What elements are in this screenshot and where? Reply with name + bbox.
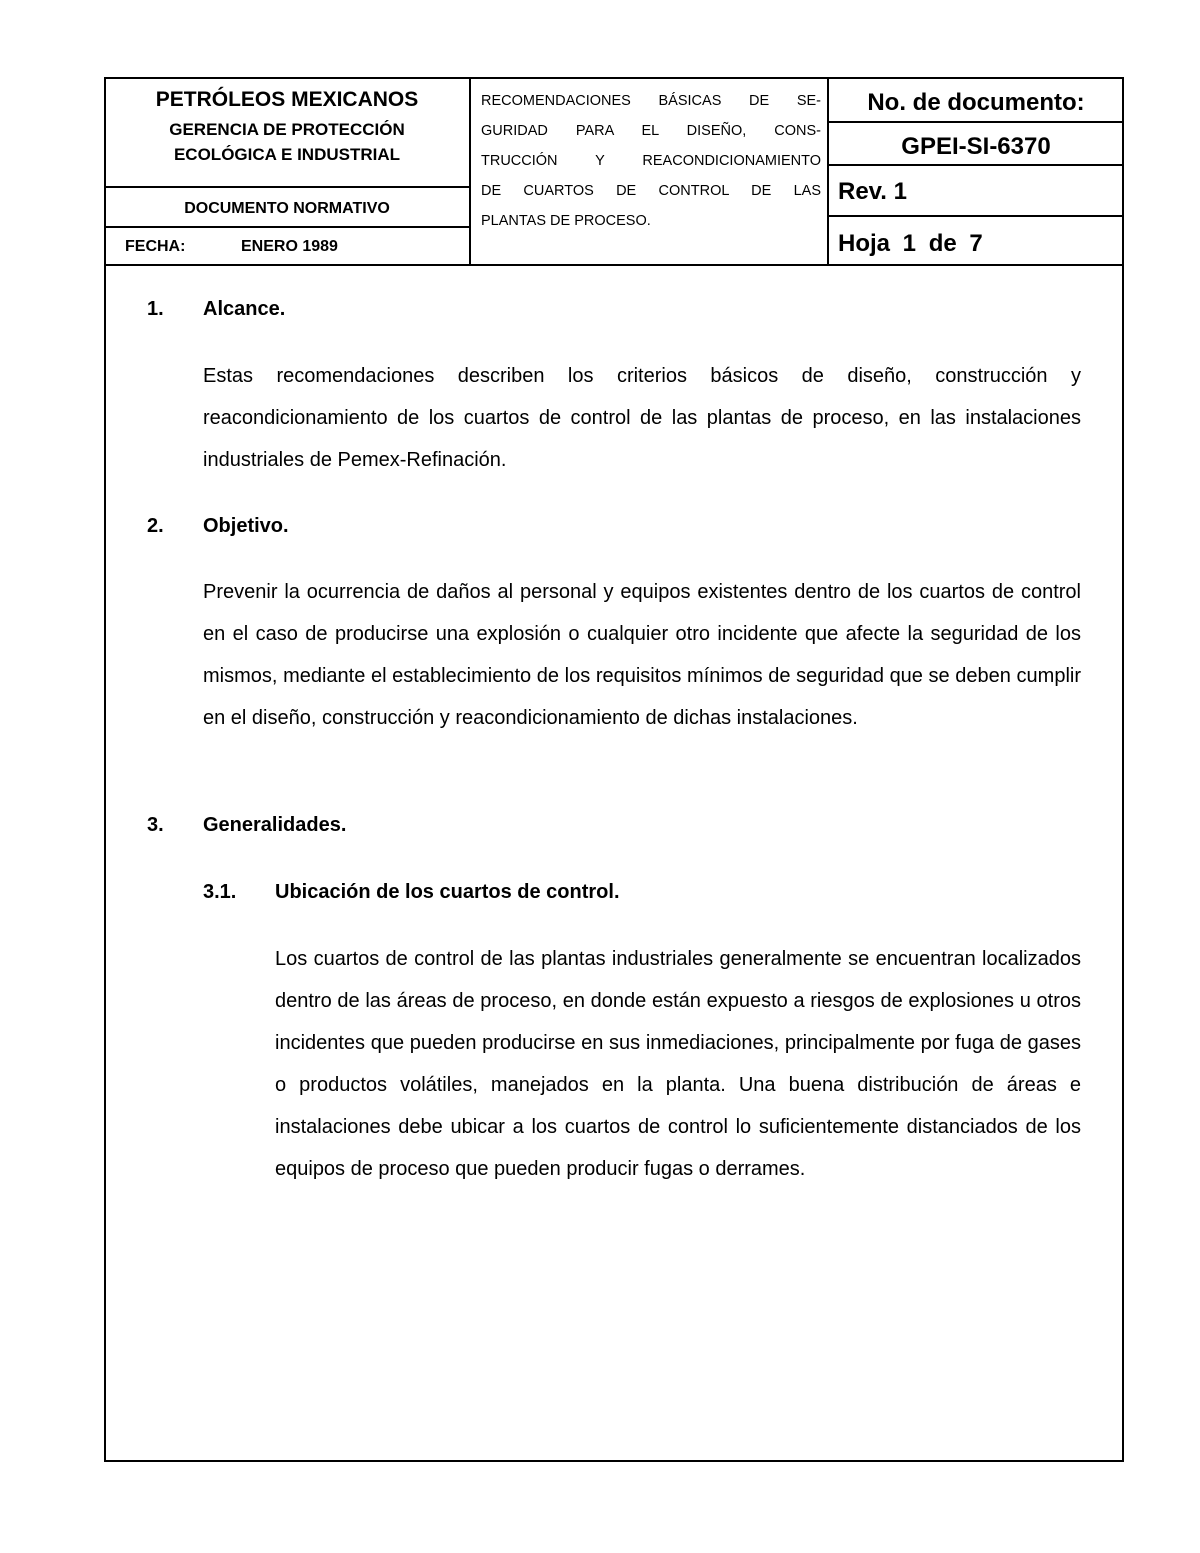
- section-number: 2.: [147, 515, 164, 537]
- title-line: RECOMENDACIONES BÁSICAS DE SE-: [481, 93, 821, 109]
- org-rule-1: [104, 186, 470, 188]
- subsection-title: Ubicación de los cuartos de control.: [275, 881, 620, 903]
- section-title: Objetivo.: [203, 515, 289, 537]
- page-frame: [104, 77, 1124, 1462]
- title-line: DE CUARTOS DE CONTROL DE LAS: [481, 183, 821, 199]
- org-rule-2: [104, 226, 470, 228]
- header-bottom-rule: [104, 264, 1124, 266]
- section-title: Generalidades.: [203, 814, 347, 836]
- doc-number-label: No. de documento:: [867, 89, 1085, 116]
- document-title: [481, 86, 821, 236]
- revision: Rev. 1: [838, 178, 907, 205]
- sheet-number: Hoja 1 de 7: [838, 230, 983, 257]
- docnum-rule-1: [828, 121, 1124, 123]
- title-line: PLANTAS DE PROCESO.: [481, 213, 651, 229]
- title-line: TRUCCIÓN Y REACONDICIONAMIENTO: [481, 153, 821, 169]
- docnum-rule-2: [828, 164, 1124, 166]
- section-title: Alcance.: [203, 298, 286, 320]
- section-number: 3.: [147, 814, 164, 836]
- date-label: FECHA:: [125, 238, 186, 255]
- title-line: GURIDAD PARA EL DISEÑO, CONS-: [481, 123, 821, 139]
- section-body: Estas recomendaciones describen los criterios básicos de diseño, construcción y reacondicionamiento de los cuartos de control de las plantas de proceso, en las instalaciones industriales de Pemex-Refinación.: [203, 365, 1081, 471]
- subsection-body: Los cuartos de control de las plantas industriales generalmente se encuentran localizados dentro de las áreas de proceso, en donde están expuesto a riesgos de explosiones u otros incidentes que pueden producirse en sus inmediaciones, principalmente por fuga de gases o productos volátiles, manejados en la planta. Una buena distribución de áreas e instalaciones debe ubicar a los cuartos de control lo suficientemente distanciados de los equipos de proceso que pueden producir fugas o derrames.: [275, 948, 1081, 1180]
- department-name: [104, 117, 470, 167]
- department-line-1: GERENCIA DE PROTECCIÓN: [169, 120, 405, 139]
- document-type: DOCUMENTO NORMATIVO: [184, 200, 390, 217]
- org-name: PETRÓLEOS MEXICANOS: [155, 88, 419, 111]
- department-line-2: ECOLÓGICA E INDUSTRIAL: [173, 145, 401, 164]
- section-number: 1.: [147, 298, 164, 320]
- section-body: Prevenir la ocurrencia de daños al personal y equipos existentes dentro de los cuartos de control en el caso de producirse una explosión o cualquier otro incidente que afecte la seguridad de los mismos, mediante el establecimiento de los requisitos mínimos de seguridad que se deben cumplir en el diseño, construcción y reacondicionamiento de dichas instalaciones.: [203, 581, 1081, 729]
- docnum-rule-3: [828, 215, 1124, 217]
- subsection-number: 3.1.: [203, 881, 237, 903]
- date-value: ENERO 1989: [241, 238, 338, 255]
- doc-number: GPEI-SI-6370: [901, 133, 1051, 160]
